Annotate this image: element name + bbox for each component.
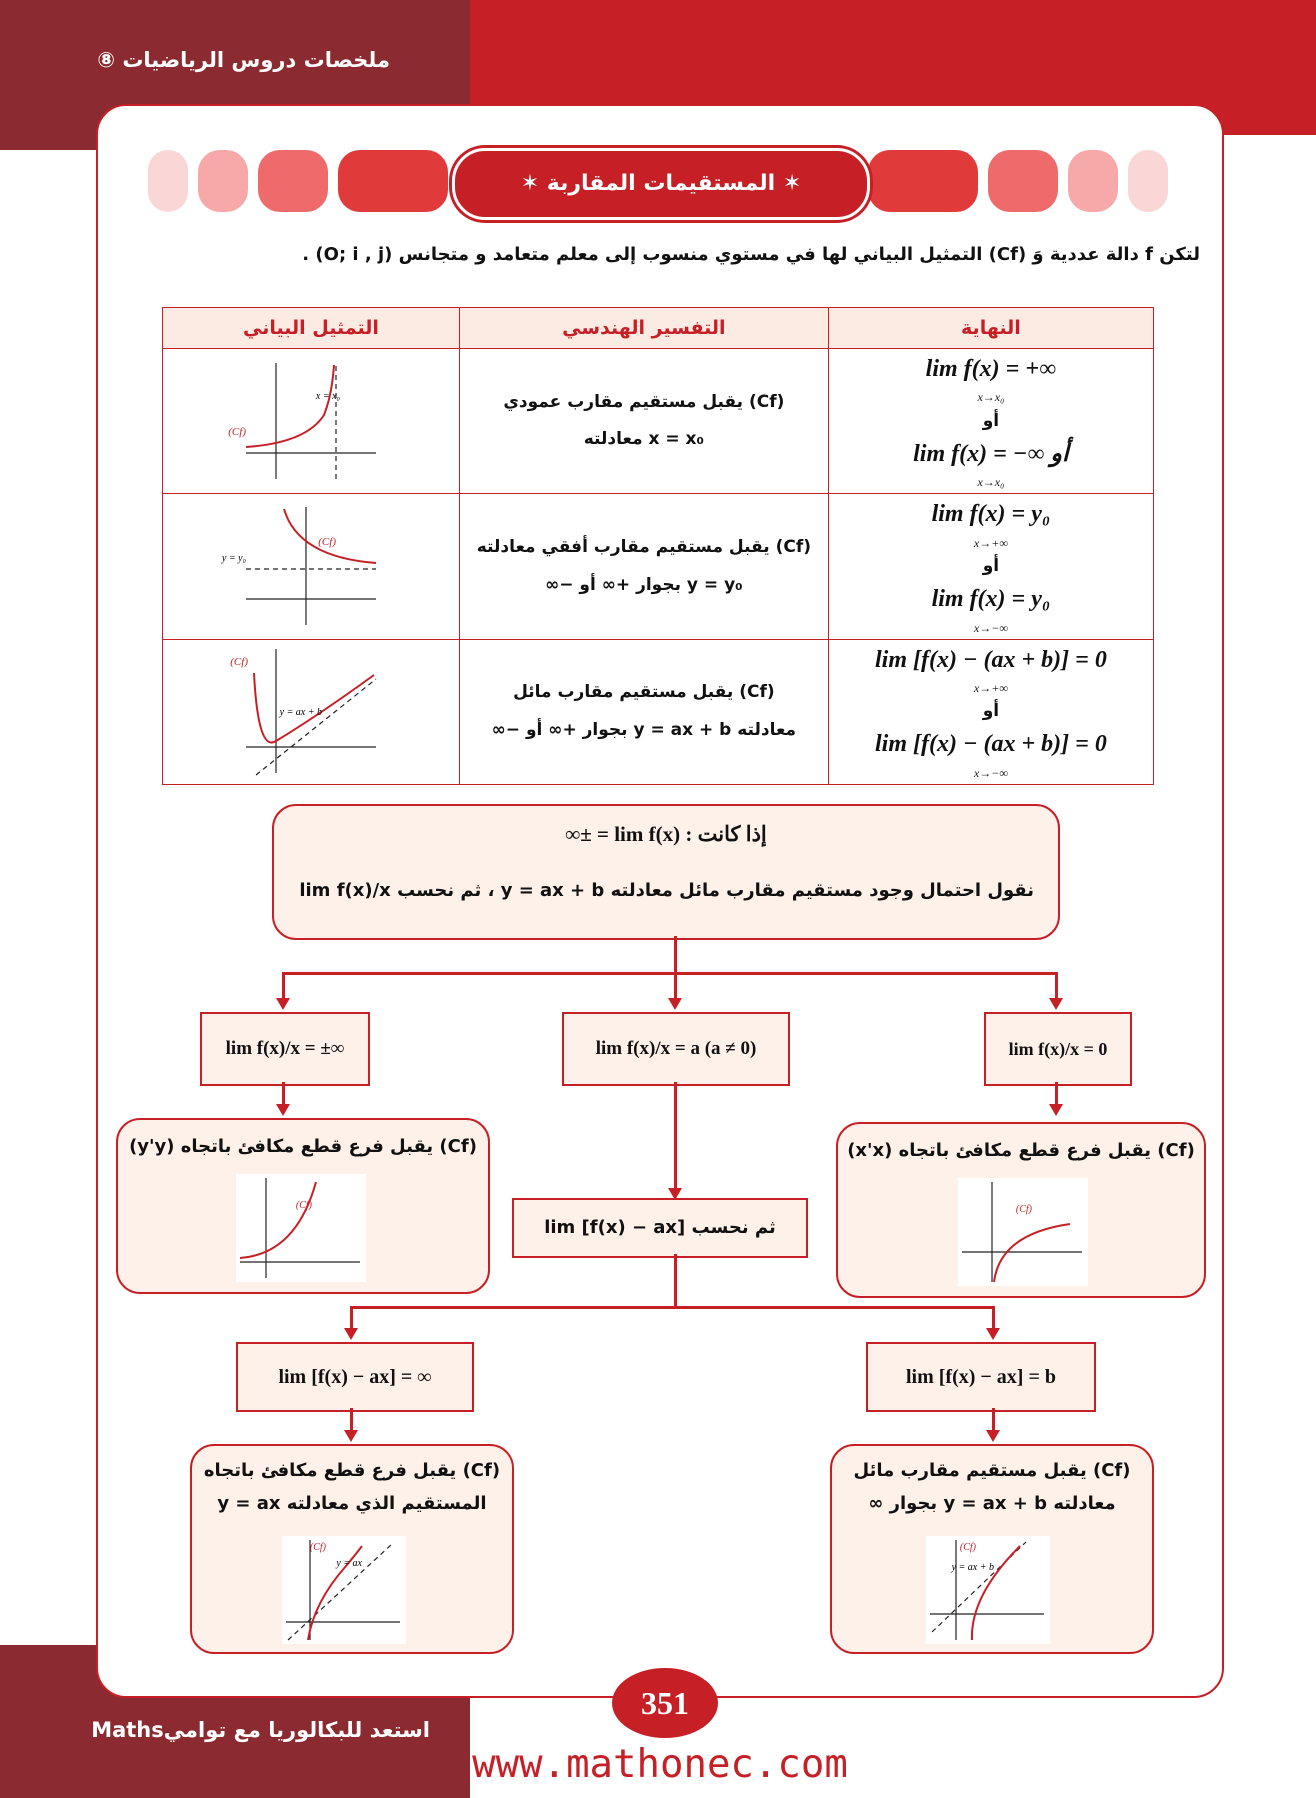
title-stripe [1128, 150, 1168, 212]
connector [282, 972, 1058, 975]
connector [350, 1408, 353, 1430]
curve-label: (Cf) [1015, 1204, 1032, 1215]
arrow-icon [276, 998, 290, 1010]
geometric-equation: y = y₀ بجوار +∞ أو −∞ [545, 574, 743, 595]
result-yy-box [116, 1118, 490, 1294]
case-expression: lim f(x)/x = 0 [1008, 1039, 1108, 1059]
flow-start-box [272, 804, 1060, 940]
case-zero-box [984, 1012, 1132, 1086]
geometric-equation: معادلته y = ax + b بجوار +∞ أو −∞ [491, 719, 797, 740]
intro-text: لتكن f دالة عددية وَ (Cf) التمثيل البياني لها في مستوي منسوب إلى معلم متعامد و متجانس (O; i , j) . [302, 244, 1200, 265]
case2-expression: lim [f(x) − ax] = ∞ [278, 1366, 432, 1388]
header-title: ⑧ ملخصات دروس الرياضيات [97, 48, 390, 72]
graph-label: y = ax + b [951, 1562, 994, 1573]
title-stripe [1068, 150, 1118, 212]
table-row [163, 494, 1154, 639]
geometric-text: (Cf) يقبل مستقيم مقارب أفقي معادلته [476, 537, 812, 558]
result-oblique-box [830, 1444, 1154, 1654]
connector [674, 972, 677, 998]
limit-cell [828, 494, 1153, 639]
or-label: أو [982, 555, 1000, 576]
vertical-asymptote-graph [228, 355, 386, 483]
result-text: (Cf) يقبل مستقيم مقارب مائل [853, 1460, 1131, 1481]
connector [1055, 972, 1058, 998]
then-compute-box [512, 1198, 808, 1258]
or-label: أو [982, 701, 1000, 722]
curve-label: (Cf) [959, 1542, 976, 1553]
connector [992, 1306, 995, 1328]
limit-subscript: x→x₀ [977, 475, 1005, 490]
case2-expression: lim [f(x) − ax] = b [906, 1366, 1056, 1388]
arrow-icon [986, 1430, 1000, 1442]
flow-hypothesis: نقول احتمال وجود مستقيم مقارب مائل معادلته y = ax + b ، ثم نحسب lim f(x)/x [299, 880, 1034, 901]
connector [282, 1082, 285, 1104]
result-direction-box [190, 1444, 514, 1654]
limit-expression: lim [f(x) − (ax + b)] = 0 [874, 731, 1107, 758]
oblique-asymptote-graph [230, 643, 386, 777]
or-label: أو [982, 410, 1000, 431]
limit-expression: lim [f(x) − (ax + b)] = 0 [874, 646, 1107, 673]
title-stripe [148, 150, 188, 212]
connector [992, 1408, 995, 1430]
arrow-icon [1049, 1104, 1063, 1116]
connector [1055, 1082, 1058, 1104]
limit-subscript: x→x₀ [977, 390, 1005, 405]
limit-expression: lim f(x) = y₀ [931, 501, 1051, 528]
case-finite-box [562, 1012, 790, 1086]
case2-infinite-box [236, 1342, 474, 1412]
direction-graph [282, 1536, 406, 1644]
case-expression: lim f(x)/x = a (a ≠ 0) [595, 1038, 757, 1059]
curve-label: (Cf) [230, 655, 248, 668]
header-graph: التمثيل البياني [163, 308, 460, 349]
connector [350, 1306, 353, 1328]
geometric-cell [459, 349, 828, 494]
geometric-text: (Cf) يقبل مستقيم مقارب مائل [513, 682, 775, 703]
connector [350, 1306, 995, 1309]
table-row [163, 349, 1154, 494]
limit-subscript: x→−∞ [973, 620, 1008, 635]
result-xx-box [836, 1122, 1206, 1298]
limit-cell [828, 639, 1153, 784]
parabolic-branch-yy-graph [236, 1174, 366, 1282]
geometric-equation: x = x₀ معادلته [583, 429, 704, 450]
header-geometric: التفسير الهندسي [459, 308, 828, 349]
limit-subscript: x→−∞ [973, 765, 1008, 780]
asymptote-table [162, 307, 1154, 785]
curve-label: (Cf) [318, 535, 336, 548]
title-stripe [868, 150, 978, 212]
result-text: (Cf) يقبل فرع قطع مكافئ باتجاه (y'y) [129, 1136, 477, 1157]
title-stripe [258, 150, 328, 212]
geometric-cell [459, 639, 828, 784]
limit-cell [828, 349, 1153, 494]
header-limit: النهاية [828, 308, 1153, 349]
arrow-icon [668, 998, 682, 1010]
connector [674, 1254, 677, 1308]
curve-label: (Cf) [228, 426, 246, 439]
arrow-icon [344, 1328, 358, 1340]
curve-label: (Cf) [295, 1200, 312, 1211]
footer-slogan: استعد للبكالوريا مع تواميMaths [91, 1718, 430, 1742]
arrow-icon [344, 1430, 358, 1442]
limit-subscript: x→+∞ [973, 681, 1008, 696]
case-infinite-box [200, 1012, 370, 1086]
title-stripe [198, 150, 248, 212]
result-text: المستقيم الذي معادلته y = ax [217, 1493, 487, 1514]
arrow-icon [276, 1104, 290, 1116]
oblique-graph [926, 1536, 1050, 1644]
horizontal-asymptote-graph [221, 501, 386, 629]
connector [674, 1082, 677, 1188]
limit-subscript: x→+∞ [973, 535, 1008, 550]
website-link[interactable]: www.mathonec.com [472, 1742, 848, 1787]
title-stripe [988, 150, 1058, 212]
arrow-icon [986, 1328, 1000, 1340]
geometric-cell [459, 494, 828, 639]
graph-cell [163, 349, 460, 494]
graph-label: y = ax [336, 1558, 362, 1569]
limit-expression: lim f(x) = y₀ [931, 586, 1051, 613]
title-stripe [338, 150, 448, 212]
then-compute-text: ثم نحسب lim [f(x) − ax] [544, 1217, 776, 1238]
result-text: معادلته y = ax + b بجوار ∞ [868, 1493, 1116, 1514]
case2-finite-box [866, 1342, 1096, 1412]
graph-cell [163, 639, 460, 784]
graph-label: y = ax + b [279, 706, 322, 718]
geometric-text: (Cf) يقبل مستقيم مقارب عمودي [503, 391, 785, 412]
graph-cell [163, 494, 460, 639]
case-expression: lim f(x)/x = ±∞ [225, 1038, 345, 1059]
section-title: ✶ المستقيمات المقاربة ✶ [452, 148, 870, 220]
graph-label: y = y₀ [221, 552, 246, 564]
page-number: 351 [612, 1668, 718, 1738]
flow-condition: إذا كانت : lim f(x) = ±∞ [565, 822, 767, 846]
curve-label: (Cf) [309, 1542, 326, 1553]
arrow-icon [1049, 998, 1063, 1010]
result-text: (Cf) يقبل فرع قطع مكافئ باتجاه [203, 1460, 501, 1481]
parabolic-branch-xx-graph [958, 1178, 1088, 1286]
connector [282, 972, 285, 998]
limit-expression: lim f(x) = −∞ أو [913, 440, 1069, 467]
result-text: (Cf) يقبل فرع قطع مكافئ باتجاه (x'x) [847, 1140, 1195, 1161]
limit-expression: lim f(x) = +∞ [925, 356, 1057, 382]
graph-label: x = x₀ [315, 391, 340, 403]
table-row [163, 639, 1154, 784]
